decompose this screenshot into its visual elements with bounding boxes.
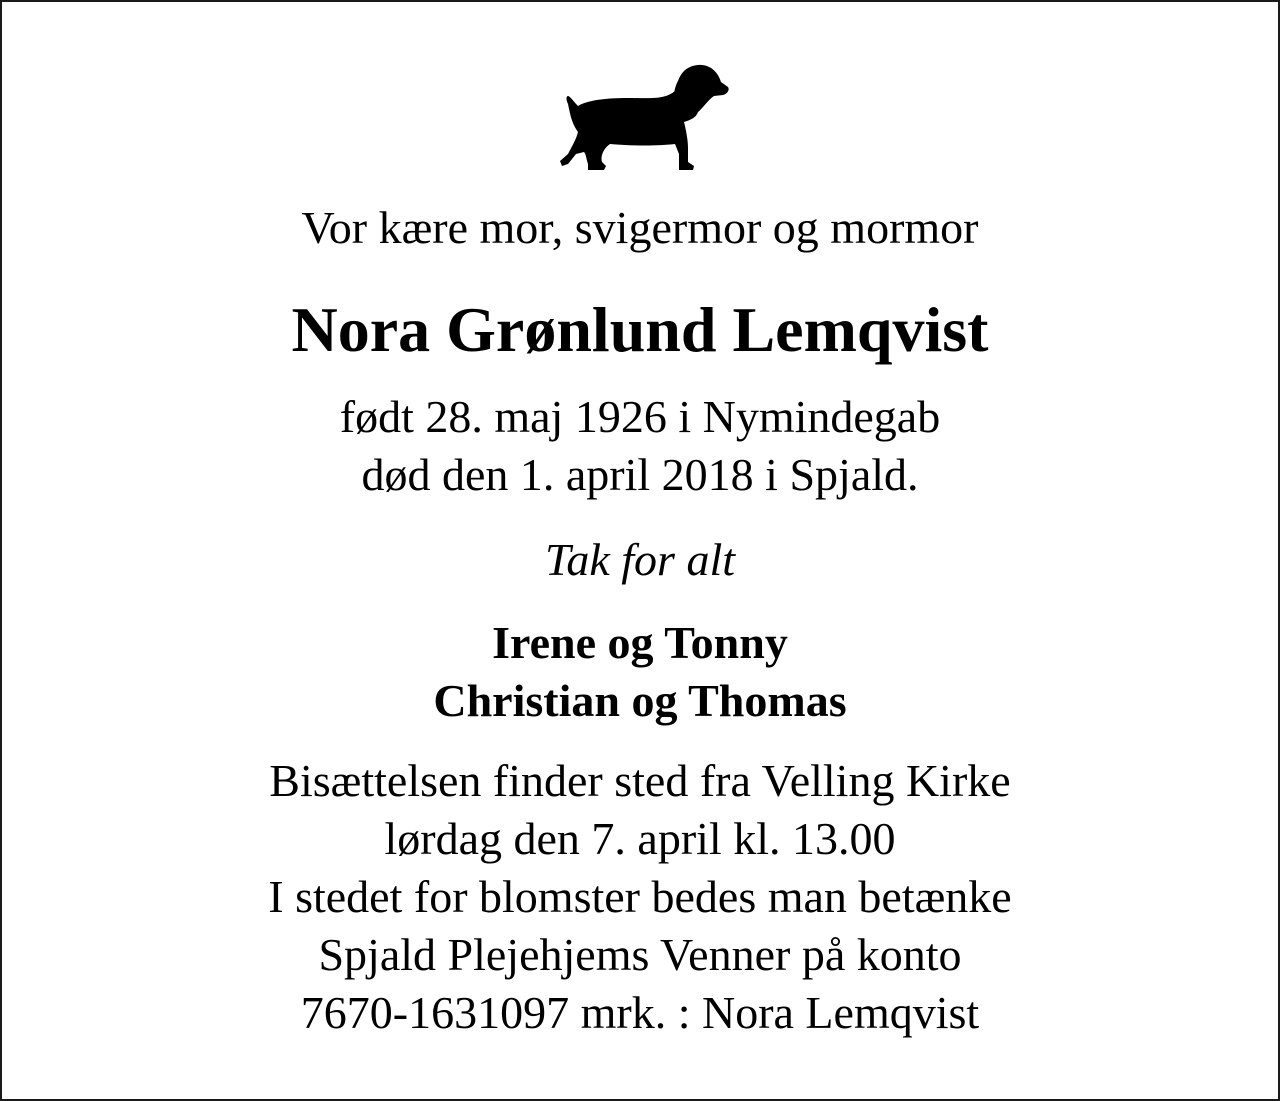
birth-death-dates	[2, 388, 1278, 504]
ceremony-line: Bisættelsen finder sted fra Velling Kirke	[269, 755, 1011, 806]
ceremony-line: I stedet for blomster bedes man betænke	[268, 871, 1012, 922]
ceremony-line: Spjald Plejehjems Venner på konto	[318, 929, 962, 980]
ceremony-line: 7670-1631097 mrk. : Nora Lemqvist	[300, 987, 980, 1038]
signer-line: Irene og Tonny	[492, 617, 788, 668]
signers	[2, 614, 1278, 730]
dachshund-icon	[558, 60, 730, 172]
intro-line: Vor kære mor, svigermor og mormor	[301, 202, 979, 253]
deceased-name: Nora Grønlund Lemqvist	[291, 294, 989, 365]
thanks-line: Tak for alt	[544, 534, 736, 585]
death-line: død den 1. april 2018 i Spjald.	[361, 449, 919, 500]
ceremony-details	[2, 752, 1278, 1042]
birth-line: født 28. maj 1926 i Nymindegab	[339, 391, 941, 442]
ceremony-line: lørdag den 7. april kl. 13.00	[384, 813, 896, 864]
signer-line: Christian og Thomas	[433, 675, 847, 726]
